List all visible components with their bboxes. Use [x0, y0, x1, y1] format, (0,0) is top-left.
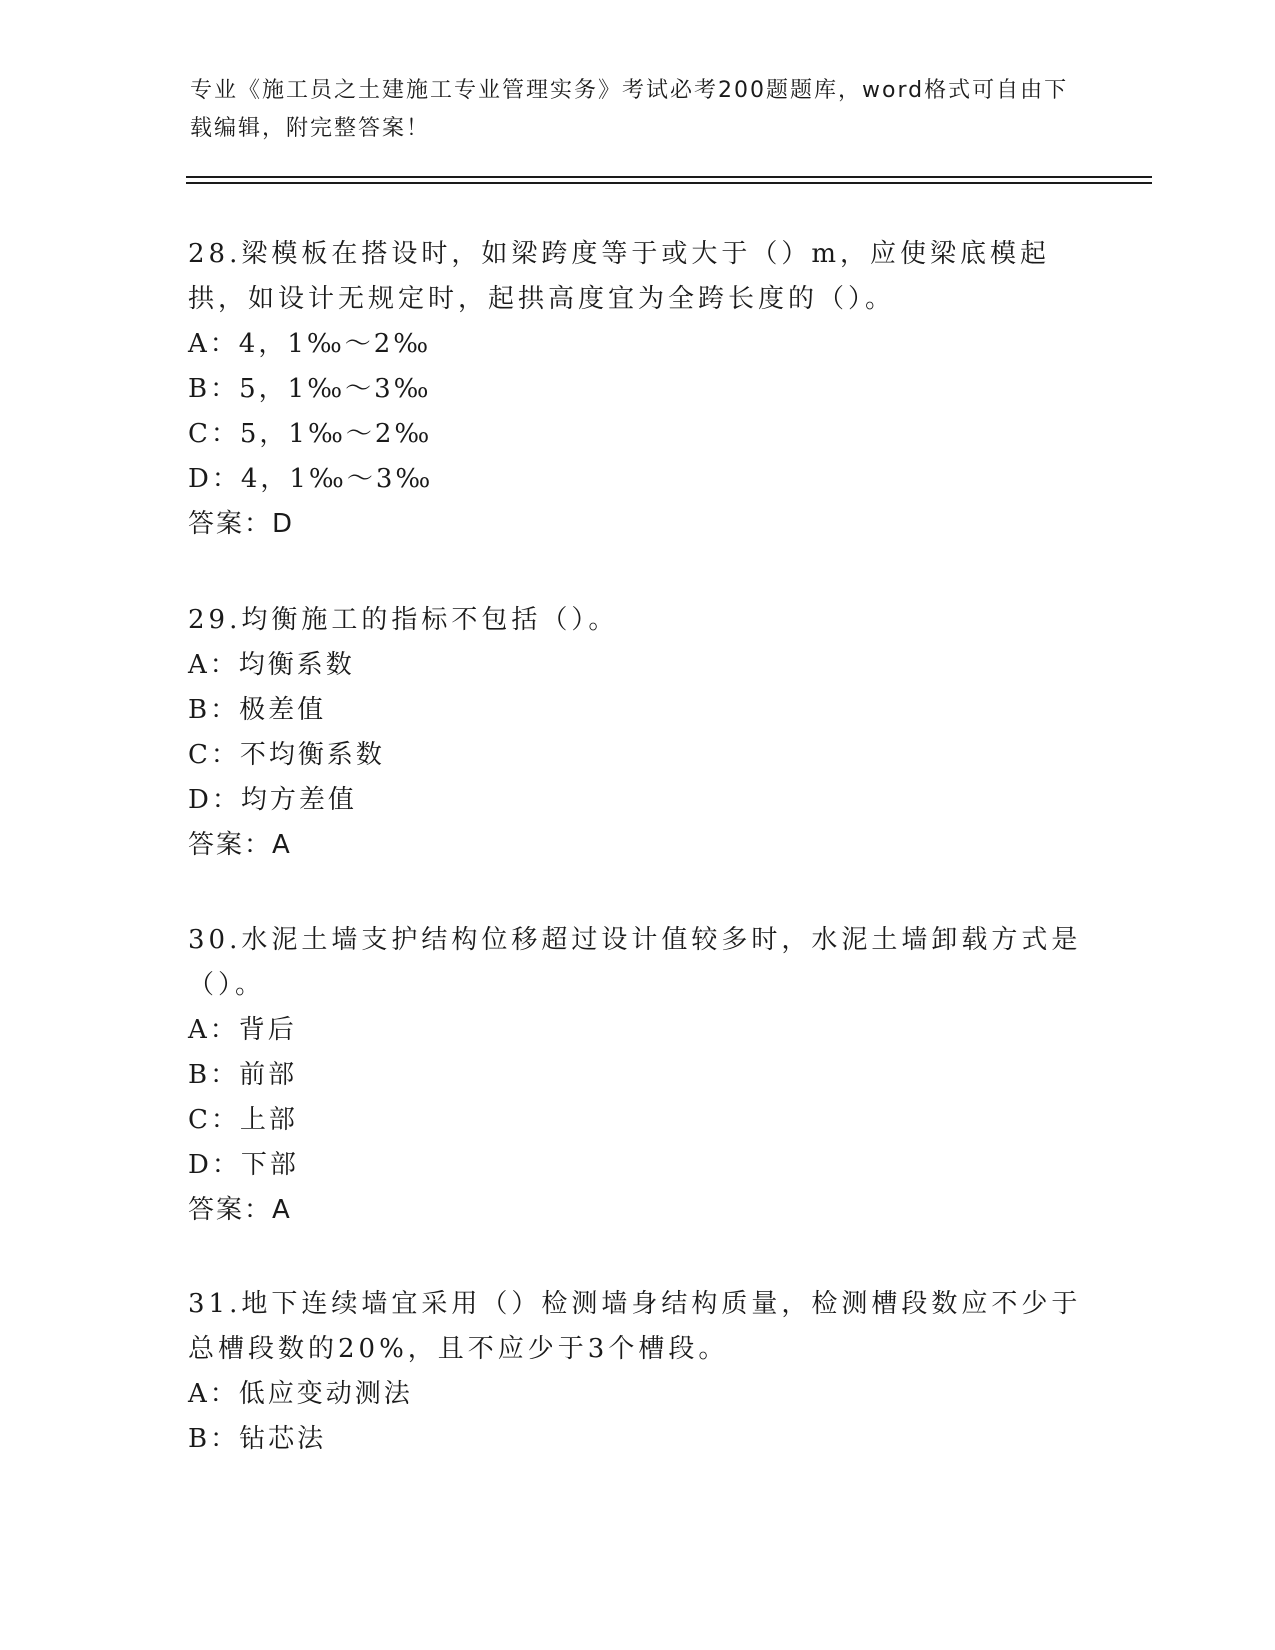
question-28	[188, 232, 1088, 547]
question-stem: 30.水泥土墙支护结构位移超过设计值较多时，水泥土墙卸载方式是（）。	[188, 925, 1082, 1000]
question-stem: 29.均衡施工的指标不包括（）。	[188, 605, 619, 635]
option-c: C：不均衡系数	[188, 740, 385, 770]
document-header: 专业《施工员之土建施工专业管理实务》考试必考200题题库，word格式可自由下载编辑，附完整答案！	[190, 78, 1069, 141]
option-b: B：5，1‰～3‰	[188, 374, 432, 404]
question-stem: 28.梁模板在搭设时，如梁跨度等于或大于（）m，应使梁底模起拱，如设计无规定时，起拱高度宜为全跨长度的（）。	[188, 239, 1051, 314]
option-b: B：极差值	[188, 695, 327, 725]
question-stem: 31.地下连续墙宜采用（）检测墙身结构质量，检测槽段数应不少于总槽段数的20%，且不应少于3个槽段。	[188, 1289, 1082, 1364]
option-a: A：4，1‰～2‰	[188, 329, 432, 359]
answer-line: 答案：D	[188, 509, 295, 539]
option-a: A：低应变动测法	[188, 1379, 413, 1409]
option-b: B：钻芯法	[188, 1424, 327, 1454]
answer-line: 答案：A	[188, 1195, 292, 1225]
option-a: A：背后	[188, 1015, 297, 1045]
option-d: D：4，1‰～3‰	[188, 464, 434, 494]
question-31	[188, 1282, 1088, 1462]
option-c: C：5，1‰～2‰	[188, 419, 433, 449]
option-a: A：均衡系数	[188, 650, 355, 680]
answer-line: 答案：A	[188, 830, 292, 860]
option-c: C：上部	[188, 1105, 298, 1135]
question-29	[188, 598, 1088, 868]
header-divider-top	[186, 176, 1152, 178]
option-d: D：下部	[188, 1150, 299, 1180]
option-d: D：均方差值	[188, 785, 357, 815]
option-b: B：前部	[188, 1060, 298, 1090]
header-divider-bottom	[186, 182, 1152, 184]
question-30	[188, 918, 1088, 1233]
